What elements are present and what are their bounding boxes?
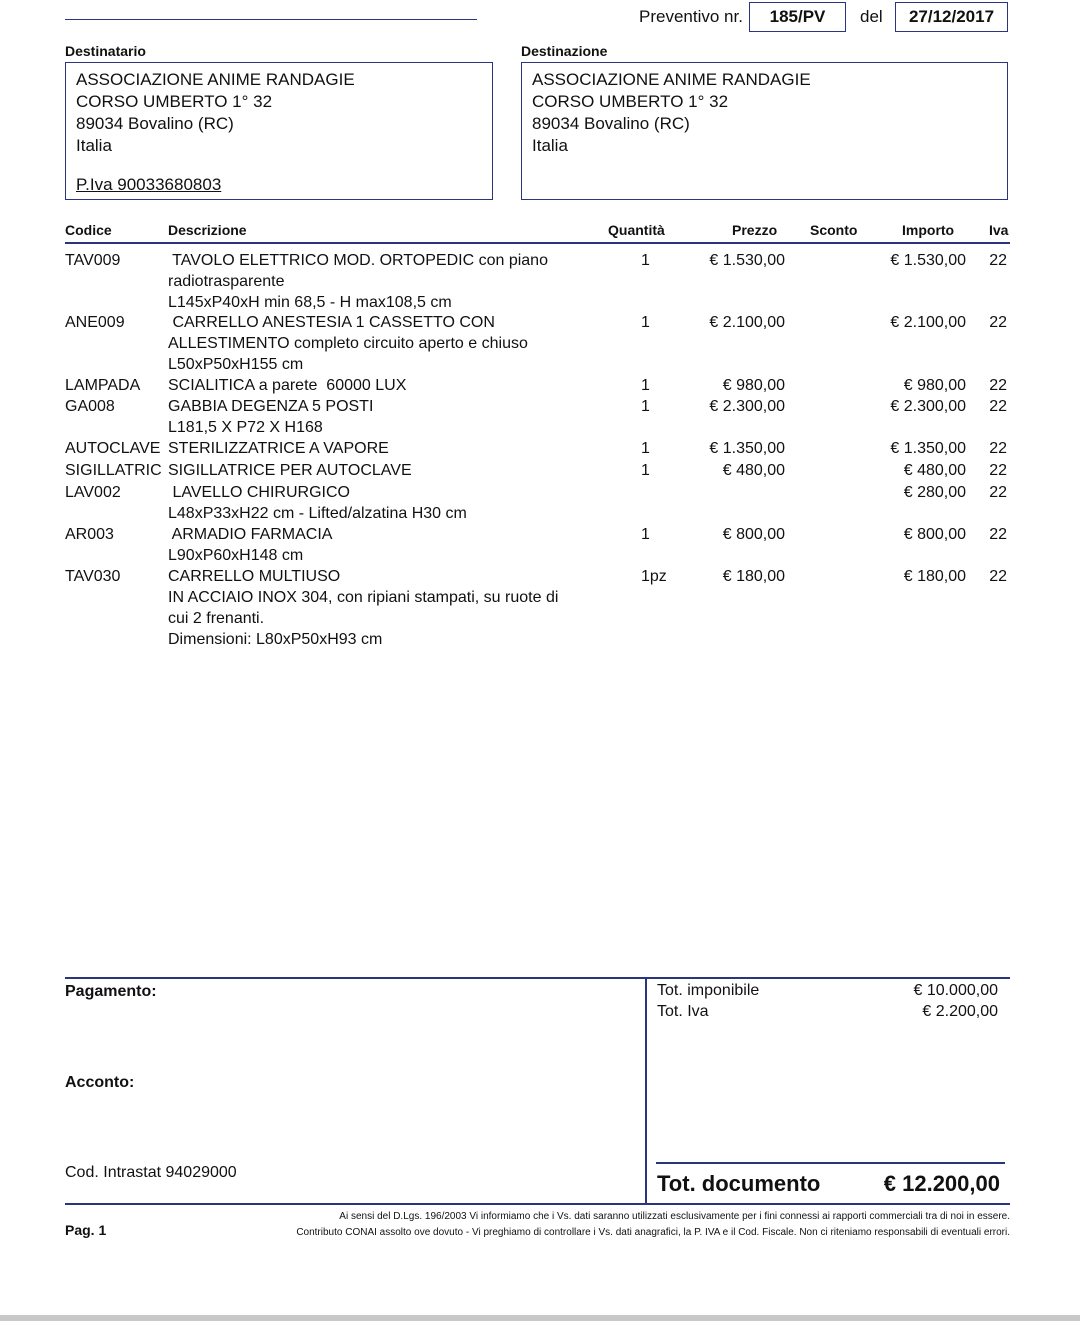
intrastat-code: Cod. Intrastat 94029000 xyxy=(65,1164,237,1181)
row-description xyxy=(168,566,578,650)
document-total-label: Tot. documento xyxy=(657,1171,821,1196)
col-header-price: Prezzo xyxy=(732,222,778,238)
row-price: € 1.530,00 xyxy=(709,252,785,269)
footer-bottom-divider xyxy=(65,1203,1010,1205)
col-header-description: Descrizione xyxy=(168,222,247,238)
preventivo-label: Preventivo nr. xyxy=(639,7,743,26)
row-vat: 22 xyxy=(989,440,1007,457)
row-amount: € 480,00 xyxy=(903,462,966,479)
row-description-line: cui 2 frenanti. xyxy=(168,610,265,627)
row-description xyxy=(168,482,578,524)
row-code: LAMPADA xyxy=(65,377,141,394)
row-description-line: radiotrasparente xyxy=(168,273,285,290)
row-description-line: L145xP40xH min 68,5 - H max108,5 cm xyxy=(168,294,452,311)
taxable-value: € 10.000,00 xyxy=(913,982,998,999)
row-description-line: L50xP50xH155 cm xyxy=(168,356,304,373)
row-code: SIGILLATRIC xyxy=(65,462,162,479)
row-quantity: 1 xyxy=(641,440,650,457)
row-description-line: SIGILLATRICE PER AUTOCLAVE xyxy=(168,462,412,479)
row-description xyxy=(168,312,578,375)
row-code: TAV030 xyxy=(65,568,121,585)
row-vat: 22 xyxy=(989,314,1007,331)
row-price: € 480,00 xyxy=(722,462,785,479)
col-header-quantity: Quantità xyxy=(608,222,665,238)
row-description-line: L181,5 X P72 X H168 xyxy=(168,419,323,436)
preventivo-number: 185/PV xyxy=(749,2,846,32)
row-quantity: 1 xyxy=(641,526,650,543)
row-code: LAV002 xyxy=(65,484,121,501)
page-bottom-edge xyxy=(0,1315,1080,1321)
row-price: € 980,00 xyxy=(722,377,785,394)
row-description-line: L90xP60xH148 cm xyxy=(168,547,304,564)
vat-total-value: € 2.200,00 xyxy=(922,1003,998,1020)
row-description xyxy=(168,375,578,396)
legal-notice-privacy: Ai sensi del D.Lgs. 196/2003 Vi informiamo che i Vs. dati saranno utilizzati esclusivamente per i fini connessi ai rapporti commerciali tra di noi in essere. xyxy=(339,1211,1010,1222)
row-amount: € 280,00 xyxy=(903,484,966,501)
top-divider xyxy=(65,19,477,20)
row-description-line: LAVELLO CHIRURGICO xyxy=(168,484,350,501)
col-header-discount: Sconto xyxy=(810,222,858,238)
recipient-street: CORSO UMBERTO 1° 32 xyxy=(76,92,273,111)
row-amount: € 800,00 xyxy=(903,526,966,543)
taxable-label: Tot. imponibile xyxy=(657,982,760,999)
row-amount: € 2.100,00 xyxy=(890,314,966,331)
row-description-line: STERILIZZATRICE A VAPORE xyxy=(168,440,389,457)
row-quantity: 1 xyxy=(641,377,650,394)
row-description xyxy=(168,396,578,438)
vat-total-label: Tot. Iva xyxy=(657,1003,709,1020)
row-description-line: ARMADIO FARMACIA xyxy=(168,526,333,543)
row-code: AR003 xyxy=(65,526,114,543)
row-description-line: CARRELLO MULTIUSO xyxy=(168,568,341,585)
document-total-value: € 12.200,00 xyxy=(883,1171,1000,1196)
row-quantity: 1 xyxy=(641,252,650,269)
footer-top-divider xyxy=(65,977,1010,979)
row-vat: 22 xyxy=(989,377,1007,394)
destination-label: Destinazione xyxy=(521,43,608,59)
recipient-city: 89034 Bovalino (RC) xyxy=(76,114,234,133)
destination-country: Italia xyxy=(532,136,568,155)
footer-vertical-divider xyxy=(645,978,647,1203)
row-description-line: Dimensioni: L80xP50xH93 cm xyxy=(168,631,383,648)
row-code: GA008 xyxy=(65,398,115,415)
total-divider xyxy=(656,1162,1005,1164)
row-amount: € 180,00 xyxy=(903,568,966,585)
row-quantity: 1 xyxy=(641,314,650,331)
date-label: del xyxy=(860,7,883,26)
deposit-label: Acconto: xyxy=(65,1074,135,1091)
row-vat: 22 xyxy=(989,252,1007,269)
page-number: Pag. 1 xyxy=(65,1222,107,1238)
col-header-vat: Iva xyxy=(989,222,1009,238)
row-vat: 22 xyxy=(989,526,1007,543)
recipient-name: ASSOCIAZIONE ANIME RANDAGIE xyxy=(76,70,355,89)
recipient-vat: P.Iva 90033680803 xyxy=(76,175,222,194)
table-header-divider xyxy=(65,242,1010,244)
legal-notice-conai: Contributo CONAI assolto ove dovuto - Vi preghiamo di controllare i Vs. dati anagrafici, la P. IVA e il Cod. Fiscale. Non ci riteniamo responsabili di eventuali errori. xyxy=(296,1227,1010,1238)
destination-street: CORSO UMBERTO 1° 32 xyxy=(532,92,729,111)
row-quantity: 1pz xyxy=(641,568,667,585)
row-code: TAV009 xyxy=(65,252,121,269)
destination-city: 89034 Bovalino (RC) xyxy=(532,114,690,133)
row-description xyxy=(168,250,578,313)
row-description xyxy=(168,524,578,566)
col-header-amount: Importo xyxy=(902,222,955,238)
row-description xyxy=(168,438,578,459)
row-description-line: TAVOLO ELETTRICO MOD. ORTOPEDIC con piano xyxy=(168,252,548,269)
row-quantity: 1 xyxy=(641,462,650,479)
row-code: ANE009 xyxy=(65,314,125,331)
row-amount: € 1.350,00 xyxy=(890,440,966,457)
row-description-line: L48xP33xH22 cm - Lifted/alzatina H30 cm xyxy=(168,505,467,522)
row-price: € 2.300,00 xyxy=(709,398,785,415)
row-amount: € 980,00 xyxy=(903,377,966,394)
destination-name: ASSOCIAZIONE ANIME RANDAGIE xyxy=(532,70,811,89)
row-amount: € 2.300,00 xyxy=(890,398,966,415)
row-description-line: IN ACCIAIO INOX 304, con ripiani stampati, su ruote di xyxy=(168,589,559,606)
row-description-line: GABBIA DEGENZA 5 POSTI xyxy=(168,398,374,415)
row-price: € 800,00 xyxy=(722,526,785,543)
row-amount: € 1.530,00 xyxy=(890,252,966,269)
col-header-code: Codice xyxy=(65,222,112,238)
row-code: AUTOCLAVE xyxy=(65,440,161,457)
row-description-line: SCIALITICA a parete 60000 LUX xyxy=(168,377,407,394)
row-description-line: CARRELLO ANESTESIA 1 CASSETTO CON xyxy=(168,314,495,331)
row-description-line: ALLESTIMENTO completo circuito aperto e chiuso xyxy=(168,335,528,352)
row-price: € 180,00 xyxy=(722,568,785,585)
row-price: € 1.350,00 xyxy=(709,440,785,457)
destination-box xyxy=(521,62,1008,200)
recipient-label: Destinatario xyxy=(65,43,146,59)
row-price: € 2.100,00 xyxy=(709,314,785,331)
row-vat: 22 xyxy=(989,484,1007,501)
row-description xyxy=(168,460,578,481)
recipient-country: Italia xyxy=(76,136,112,155)
recipient-box xyxy=(65,62,493,200)
document-date: 27/12/2017 xyxy=(895,2,1008,32)
row-quantity: 1 xyxy=(641,398,650,415)
row-vat: 22 xyxy=(989,462,1007,479)
row-vat: 22 xyxy=(989,398,1007,415)
row-vat: 22 xyxy=(989,568,1007,585)
payment-label: Pagamento: xyxy=(65,983,157,1000)
